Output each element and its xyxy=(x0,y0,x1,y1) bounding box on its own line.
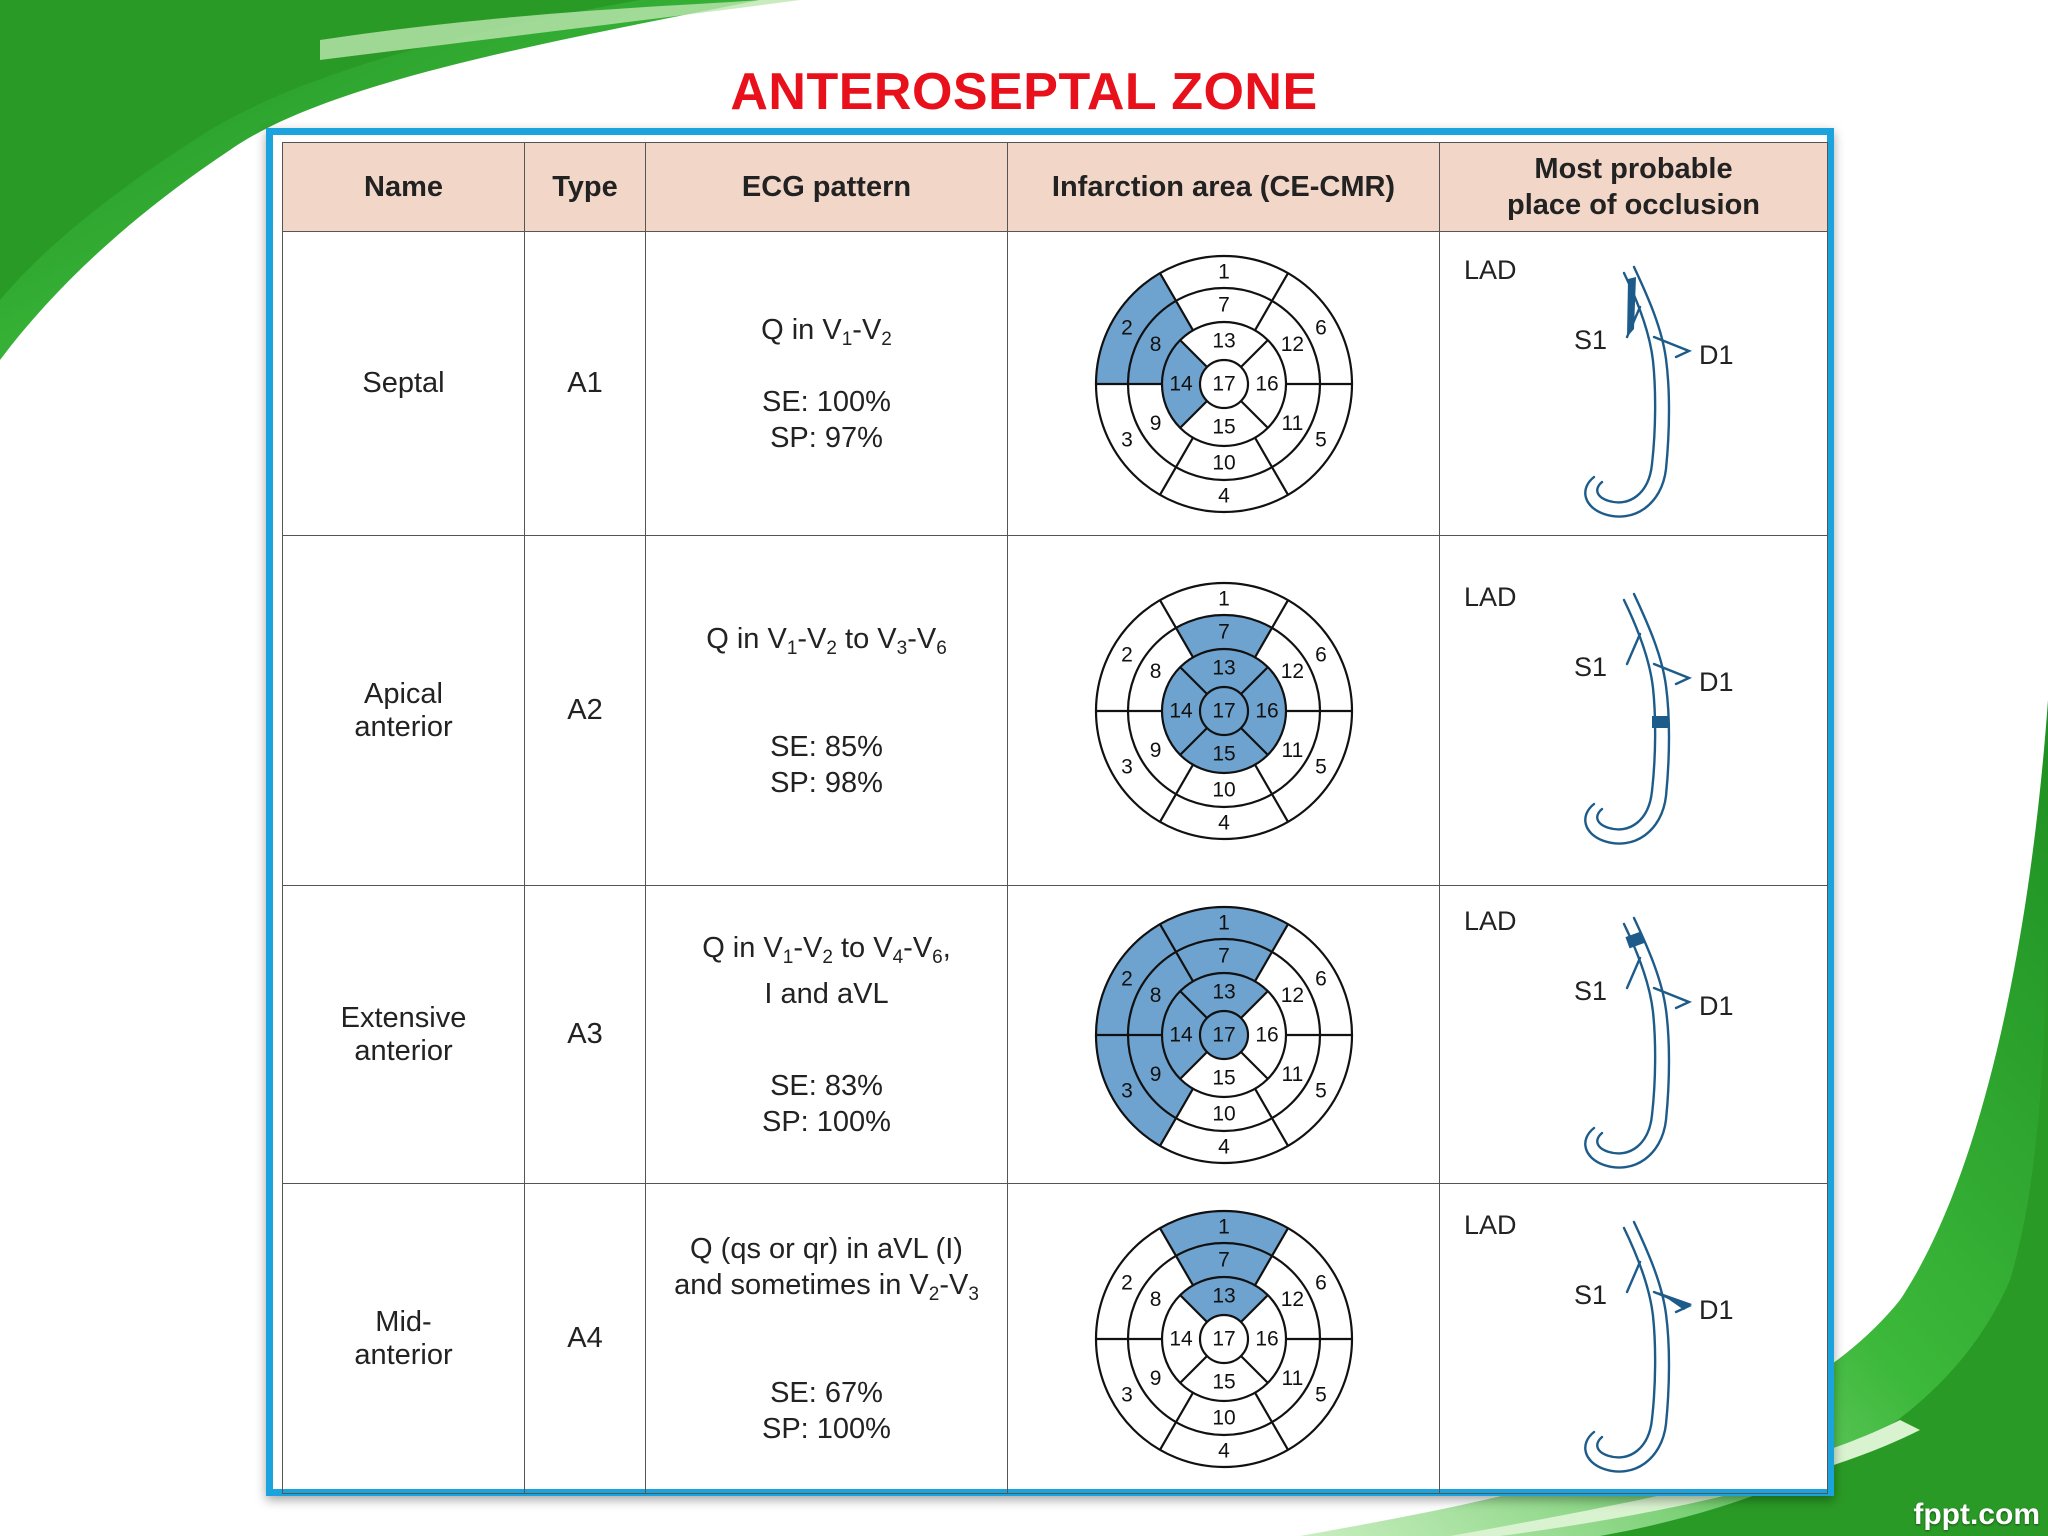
segment-label: 8 xyxy=(1149,1287,1161,1311)
segment-label: 15 xyxy=(1211,1370,1236,1393)
header-row xyxy=(283,143,1828,232)
segment-label: 2 xyxy=(1120,316,1133,339)
ecg-criteria xyxy=(646,930,1007,966)
row-name: Septal xyxy=(283,232,525,536)
sensitivity: SE: 67% xyxy=(770,1376,883,1409)
bullseye-divider xyxy=(1160,1392,1193,1449)
segment-label: 14 xyxy=(1168,1327,1193,1350)
slide-title: ANTEROSEPTAL ZONE xyxy=(730,63,1318,121)
s1-label: S1 xyxy=(1573,651,1607,682)
segment-label: 9 xyxy=(1149,738,1161,762)
header-ecg-pattern: ECG pattern xyxy=(646,143,1008,232)
segment-label: 4 xyxy=(1217,811,1230,834)
segment-label: 2 xyxy=(1120,967,1133,990)
bullseye-divider xyxy=(1255,437,1288,494)
segment-label: 17 xyxy=(1211,699,1236,722)
lad-vessel-diagram xyxy=(1444,1194,1824,1484)
ecg-pattern xyxy=(646,1184,1008,1494)
occlusion-marker xyxy=(1627,277,1636,337)
anteroseptal-table xyxy=(282,142,1828,1494)
segment-label: 13 xyxy=(1211,980,1236,1003)
segment-label: 16 xyxy=(1254,1327,1279,1350)
bullseye-divider xyxy=(1240,1355,1267,1382)
bullseye-divider xyxy=(1240,340,1267,367)
segment-label: 10 xyxy=(1211,1406,1236,1429)
bullseye-diagram xyxy=(1089,900,1359,1170)
row-type: A2 xyxy=(525,536,646,886)
lad-label: LAD xyxy=(1463,254,1517,285)
lad-vessel-diagram xyxy=(1444,239,1824,529)
table-frame xyxy=(266,128,1834,1496)
d1-label: D1 xyxy=(1698,339,1734,370)
bullseye-divider xyxy=(1160,764,1193,821)
ecg-text: -V xyxy=(903,931,933,964)
specificity: SP: 97% xyxy=(770,421,883,454)
s1-label: S1 xyxy=(1573,324,1607,355)
segment-label: 14 xyxy=(1168,699,1193,722)
s1-branch xyxy=(1627,958,1640,988)
s1-branch xyxy=(1627,1262,1640,1292)
header-occlusion-line1: Most probable xyxy=(1534,153,1733,185)
sensitivity: SE: 83% xyxy=(770,1069,883,1102)
segment-label: 9 xyxy=(1149,1366,1161,1390)
segment-label: 9 xyxy=(1149,1062,1161,1086)
row-name-line: anterior xyxy=(354,710,453,743)
row-type: A4 xyxy=(525,1184,646,1494)
ecg-text: , xyxy=(942,931,951,964)
segment-label: 4 xyxy=(1217,1135,1230,1158)
segment-label: 6 xyxy=(1314,643,1327,666)
specificity: SP: 100% xyxy=(762,1412,891,1445)
segment-label: 12 xyxy=(1280,332,1304,356)
ecg-lead-sub: 2 xyxy=(928,1283,940,1305)
header-infarction-area: Infarction area (CE-CMR) xyxy=(1008,143,1440,232)
ecg-lead-sub: 4 xyxy=(892,946,904,968)
row-name-line: Extensive xyxy=(340,1001,467,1034)
segment-label: 1 xyxy=(1217,260,1230,283)
segment-label: 5 xyxy=(1314,1079,1327,1102)
infarction-area-cell xyxy=(1008,1184,1440,1494)
d1-branch xyxy=(1654,988,1689,1008)
ecg-lead-sub: 6 xyxy=(936,637,947,659)
segment-label: 13 xyxy=(1211,1284,1236,1307)
segment-label: 15 xyxy=(1211,1066,1236,1089)
segment-label: 14 xyxy=(1168,1023,1193,1046)
ecg-lead-sub: 6 xyxy=(932,946,943,968)
table-row xyxy=(283,1184,1828,1494)
ecg-text: Q in V xyxy=(761,313,842,346)
row-type: A3 xyxy=(525,886,646,1184)
segment-label: 17 xyxy=(1211,372,1236,395)
segment-label: 15 xyxy=(1211,742,1236,765)
occlusion-cell xyxy=(1440,886,1828,1184)
bullseye-divider xyxy=(1255,764,1288,821)
ecg-criteria-line2 xyxy=(646,1267,1007,1303)
row-name xyxy=(283,536,525,886)
ecg-lead-sub: 1 xyxy=(841,328,853,350)
segment-label: 17 xyxy=(1211,1327,1236,1350)
segment-label: 16 xyxy=(1254,1023,1279,1046)
ecg-lead-sub: 2 xyxy=(881,328,892,350)
segment-label: 13 xyxy=(1211,656,1236,679)
segment-label: 15 xyxy=(1211,415,1236,438)
ecg-criteria-line2: I and aVL xyxy=(764,977,889,1010)
sensitivity: SE: 85% xyxy=(770,730,883,763)
ecg-text: -V xyxy=(793,931,823,964)
ecg-text: -V xyxy=(907,622,937,655)
row-name-line: Apical xyxy=(364,677,443,710)
infarction-area-cell xyxy=(1008,232,1440,536)
segment-label: 7 xyxy=(1217,944,1230,967)
d1-branch xyxy=(1654,664,1689,684)
lad-vessel-wall xyxy=(1597,600,1655,829)
infarction-area-cell xyxy=(1008,886,1440,1184)
segment-label: 6 xyxy=(1314,316,1327,339)
ecg-criteria: Q (qs or qr) in aVL (I) xyxy=(690,1232,963,1265)
bullseye-diagram xyxy=(1089,1204,1359,1474)
segment-label: 16 xyxy=(1254,699,1279,722)
segment-label: 1 xyxy=(1217,1215,1230,1238)
bullseye-divider xyxy=(1240,400,1267,427)
s1-label: S1 xyxy=(1573,1279,1607,1310)
segment-label: 3 xyxy=(1120,755,1133,778)
segment-label: 6 xyxy=(1314,967,1327,990)
s1-label: S1 xyxy=(1573,975,1607,1006)
segment-label: 2 xyxy=(1120,1271,1133,1294)
segment-label: 8 xyxy=(1149,332,1161,356)
ecg-lead-sub: 3 xyxy=(968,1283,979,1305)
footer-brand: fppt.com xyxy=(1913,1498,2040,1531)
s1-branch xyxy=(1627,634,1640,664)
segment-label: 5 xyxy=(1314,755,1327,778)
segment-label: 10 xyxy=(1211,778,1236,801)
table-row xyxy=(283,886,1828,1184)
occlusion-cell xyxy=(1440,536,1828,886)
header-type: Type xyxy=(525,143,646,232)
bullseye-divider xyxy=(1160,437,1193,494)
segment-label: 7 xyxy=(1217,293,1230,316)
ecg-text: -V xyxy=(939,1268,969,1301)
occlusion-cell xyxy=(1440,232,1828,536)
ecg-lead-sub: 1 xyxy=(782,946,794,968)
header-occlusion-line2: place of occlusion xyxy=(1507,189,1760,221)
bullseye-divider xyxy=(1180,1355,1207,1382)
segment-label: 7 xyxy=(1217,620,1230,643)
segment-label: 9 xyxy=(1149,411,1161,435)
lad-vessel-wall xyxy=(1597,1228,1655,1457)
specificity: SP: 100% xyxy=(762,1105,891,1138)
table-row xyxy=(283,232,1828,536)
ecg-lead-sub: 2 xyxy=(826,637,837,659)
segment-label: 14 xyxy=(1168,372,1193,395)
ecg-pattern xyxy=(646,886,1008,1184)
ecg-pattern xyxy=(646,536,1008,886)
segment-label: 10 xyxy=(1211,1102,1236,1125)
row-name-line: Mid- xyxy=(375,1305,432,1338)
lad-label: LAD xyxy=(1463,905,1517,936)
segment-label: 8 xyxy=(1149,983,1161,1007)
header-name: Name xyxy=(283,143,525,232)
lad-vessel-diagram xyxy=(1444,566,1824,856)
segment-label: 12 xyxy=(1280,659,1304,683)
segment-label: 1 xyxy=(1217,911,1230,934)
row-name xyxy=(283,1184,525,1494)
segment-label: 11 xyxy=(1281,1062,1303,1086)
segment-label: 11 xyxy=(1281,1366,1303,1390)
lad-label: LAD xyxy=(1463,581,1517,612)
bullseye-diagram xyxy=(1089,576,1359,846)
segment-label: 11 xyxy=(1281,411,1303,435)
occlusion-cell xyxy=(1440,1184,1828,1494)
ecg-text: -V xyxy=(852,313,882,346)
sensitivity: SE: 100% xyxy=(762,385,891,418)
lad-vessel-wall xyxy=(1597,924,1655,1153)
bullseye-divider xyxy=(1255,1392,1288,1449)
segment-label: 1 xyxy=(1217,587,1230,610)
ecg-text: and sometimes in V xyxy=(674,1268,929,1301)
ecg-text: Q in V xyxy=(706,622,787,655)
segment-label: 4 xyxy=(1217,1439,1230,1462)
bullseye-divider xyxy=(1240,1051,1267,1078)
lad-vessel-wall xyxy=(1585,918,1669,1168)
lad-vessel-wall xyxy=(1585,267,1669,517)
lad-vessel-diagram xyxy=(1444,890,1824,1180)
ecg-criteria xyxy=(646,312,1007,348)
ecg-criteria xyxy=(646,621,1007,657)
lad-label: LAD xyxy=(1463,1209,1517,1240)
segment-label: 6 xyxy=(1314,1271,1327,1294)
segment-label: 8 xyxy=(1149,659,1161,683)
specificity: SP: 98% xyxy=(770,766,883,799)
segment-label: 3 xyxy=(1120,428,1133,451)
occlusion-marker xyxy=(1652,716,1668,728)
ecg-text: to V xyxy=(836,622,897,655)
header-occlusion xyxy=(1440,143,1828,232)
segment-label: 17 xyxy=(1211,1023,1236,1046)
segment-label: 12 xyxy=(1280,983,1304,1007)
segment-label: 12 xyxy=(1280,1287,1304,1311)
ecg-lead-sub: 1 xyxy=(786,637,798,659)
ecg-text: -V xyxy=(797,622,827,655)
d1-label: D1 xyxy=(1698,1294,1734,1325)
infarction-area-cell xyxy=(1008,536,1440,886)
row-name-line: anterior xyxy=(354,1034,453,1067)
row-name-line: anterior xyxy=(354,1338,453,1371)
lad-vessel-wall xyxy=(1585,1222,1669,1472)
segment-label: 2 xyxy=(1120,643,1133,666)
segment-label: 4 xyxy=(1217,484,1230,507)
ecg-text: to V xyxy=(832,931,893,964)
lad-vessel-wall xyxy=(1597,273,1655,502)
segment-label: 13 xyxy=(1211,329,1236,352)
bullseye-divider xyxy=(1255,273,1288,330)
segment-label: 11 xyxy=(1281,738,1303,762)
bullseye-divider xyxy=(1255,1088,1288,1145)
d1-label: D1 xyxy=(1698,990,1734,1021)
ecg-pattern xyxy=(646,232,1008,536)
row-type: A1 xyxy=(525,232,646,536)
segment-label: 7 xyxy=(1217,1248,1230,1271)
ecg-lead-sub: 2 xyxy=(822,946,833,968)
ecg-text: Q in V xyxy=(702,931,783,964)
segment-label: 10 xyxy=(1211,451,1236,474)
table-row xyxy=(283,536,1828,886)
ecg-lead-sub: 3 xyxy=(896,637,908,659)
d1-label: D1 xyxy=(1698,666,1734,697)
segment-label: 3 xyxy=(1120,1079,1133,1102)
segment-label: 3 xyxy=(1120,1383,1133,1406)
segment-label: 16 xyxy=(1254,372,1279,395)
d1-branch xyxy=(1654,337,1689,357)
segment-label: 5 xyxy=(1314,1383,1327,1406)
segment-label: 5 xyxy=(1314,428,1327,451)
row-name xyxy=(283,886,525,1184)
bullseye-diagram xyxy=(1089,249,1359,519)
